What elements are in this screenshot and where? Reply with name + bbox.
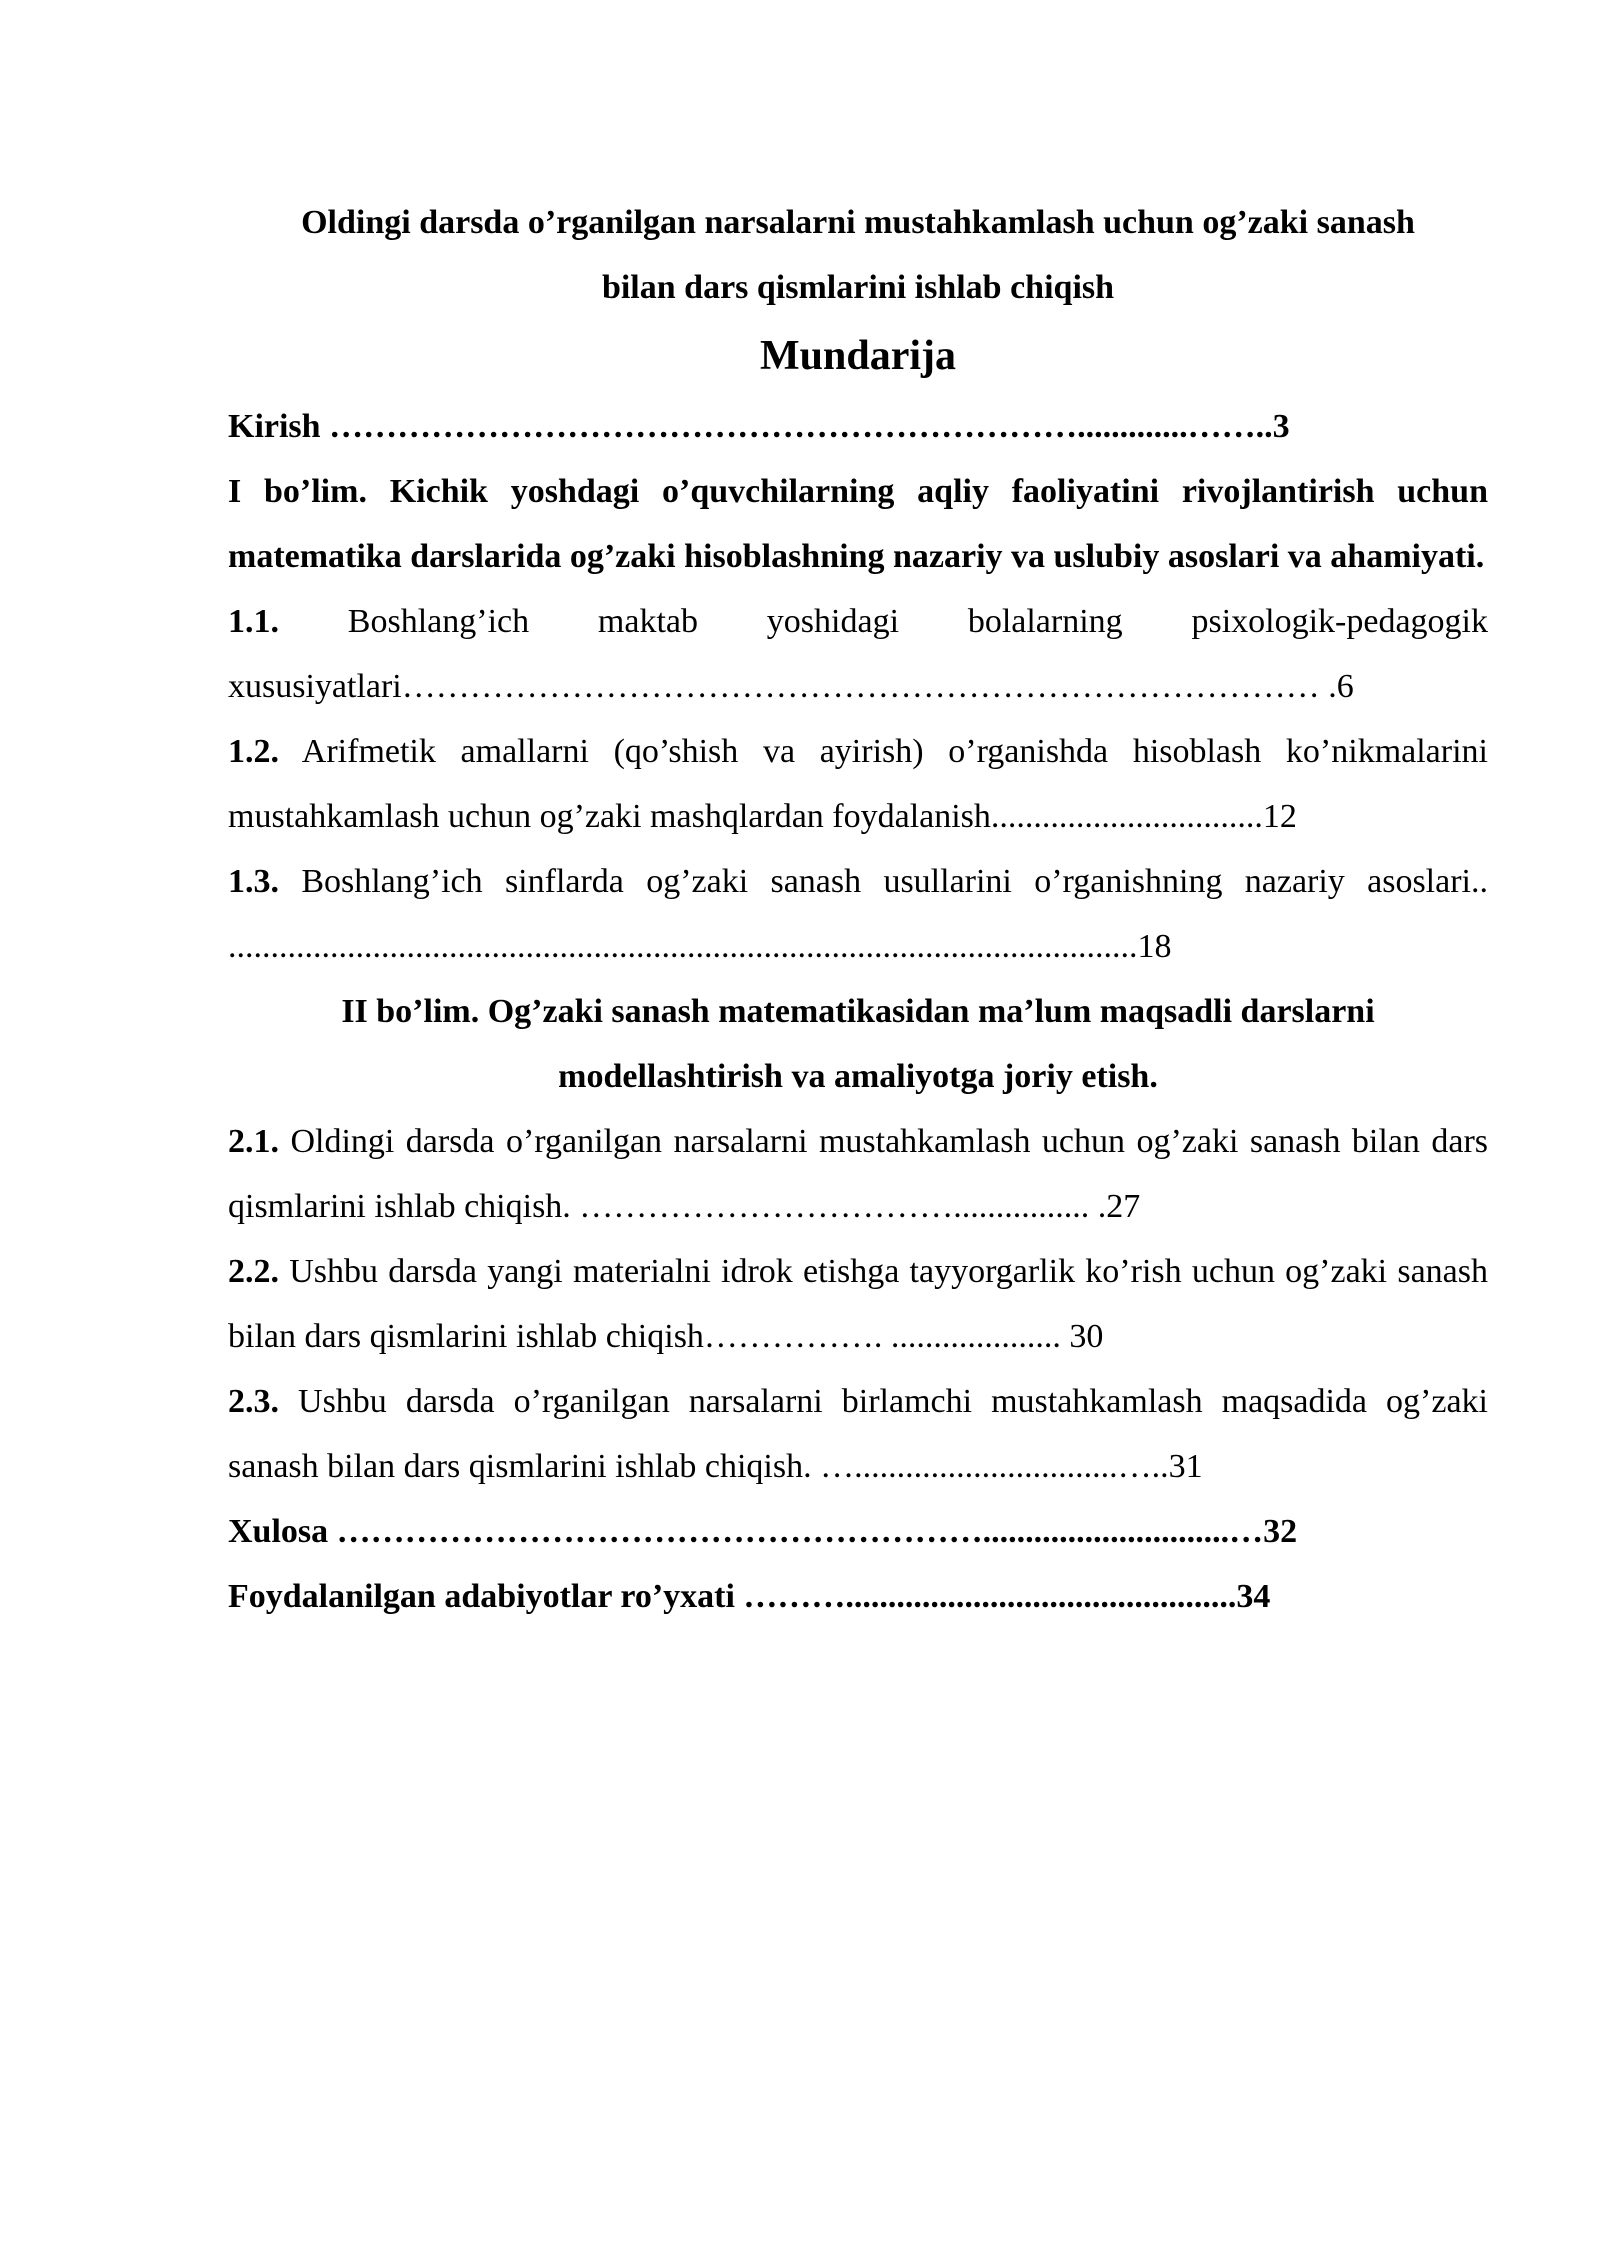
toc-entry-text: Ushbu darsda yangi materialni idrok etishga tayyorgarlik ko’rish uchun og’zaki sanash bilan dars qismlarini ishlab chiqish……………. .................... 30 [228,1253,1488,1355]
toc-entry-number: 2.3. [228,1383,279,1420]
toc-heading: Mundarija [759,333,956,379]
toc-entry-text: Xulosa ………………………………………………….............................…32 [228,1513,1298,1550]
toc-entry-2-3 [228,1369,1488,1499]
toc-entry-1-1 [228,589,1488,719]
document-title-line-2: bilan dars qismlarini ishlab chiqish [601,269,1115,306]
toc-entry-part-1 [228,459,1488,589]
toc-entry-references [228,1564,1488,1629]
toc-entry-text: Foydalanilgan adabiyotlar ro’yxati ………..............................................34 [228,1578,1271,1615]
document-title-line-1: Oldingi darsda o’rganilgan narsalarni mustahkamlash uchun og’zaki sanash [301,204,1415,241]
toc-entry-number: 1.1. [228,603,279,640]
toc-entry-1-2 [228,719,1488,849]
toc-entry-text: Oldingi darsda o’rganilgan narsalarni mustahkamlash uchun og’zaki sanash bilan dars qismlarini ishlab chiqish. ……………………………................ .27 [228,1123,1488,1225]
toc-entry-text: Ushbu darsda o’rganilgan narsalarni birlamchi mustahkamlash maqsadida og’zaki sanash bilan dars qismlarini ishlab chiqish. …...............................…..31 [228,1383,1488,1485]
toc-entry-2-1 [228,1109,1488,1239]
toc-entry-number: 1.2. [228,733,279,770]
toc-entry-part-2 [228,979,1488,1109]
toc-entry-number: 2.1. [228,1123,279,1160]
toc-entry-kirish [228,394,1488,459]
toc-entry-xulosa [228,1499,1488,1564]
toc-entry-2-2 [228,1239,1488,1369]
toc-entry-text: Boshlang’ich sinflarda og’zaki sanash usullarini o’rganishning nazariy asoslari.. ...........................................................................................................18 [228,863,1488,965]
toc-entry-text: II bo’lim. Og’zaki sanash matematikasidan ma’lum maqsadli darslarni modellashtirish va amaliyotga joriy etish. [341,993,1375,1095]
toc-entry-text: I bo’lim. Kichik yoshdagi o’quvchilarning aqliy faoliyatini rivojlantirish uchun matematika darslarida og’zaki hisoblashning nazariy va uslubiy asoslari va ahamiyati. [228,473,1488,575]
toc-entry-number: 2.2. [228,1253,279,1290]
document-page [228,190,1488,1629]
toc-entry-number: 1.3. [228,863,279,900]
toc-entry-text: Arifmetik amallarni (qo’shish va ayirish) o’rganishda hisoblash ko’nikmalarini mustahkamlash uchun og’zaki mashqlardan foydalanish................................12 [228,733,1488,835]
toc-entry-text: Boshlang’ich maktab yoshidagi bolalarning psixologik-pedagogik xususiyatlari……………………………………………………………………… .6 [228,603,1488,705]
toc-entry-1-3 [228,849,1488,979]
toc-entry-text: Kirish ………………………………………………………….............……..3 [228,408,1290,445]
